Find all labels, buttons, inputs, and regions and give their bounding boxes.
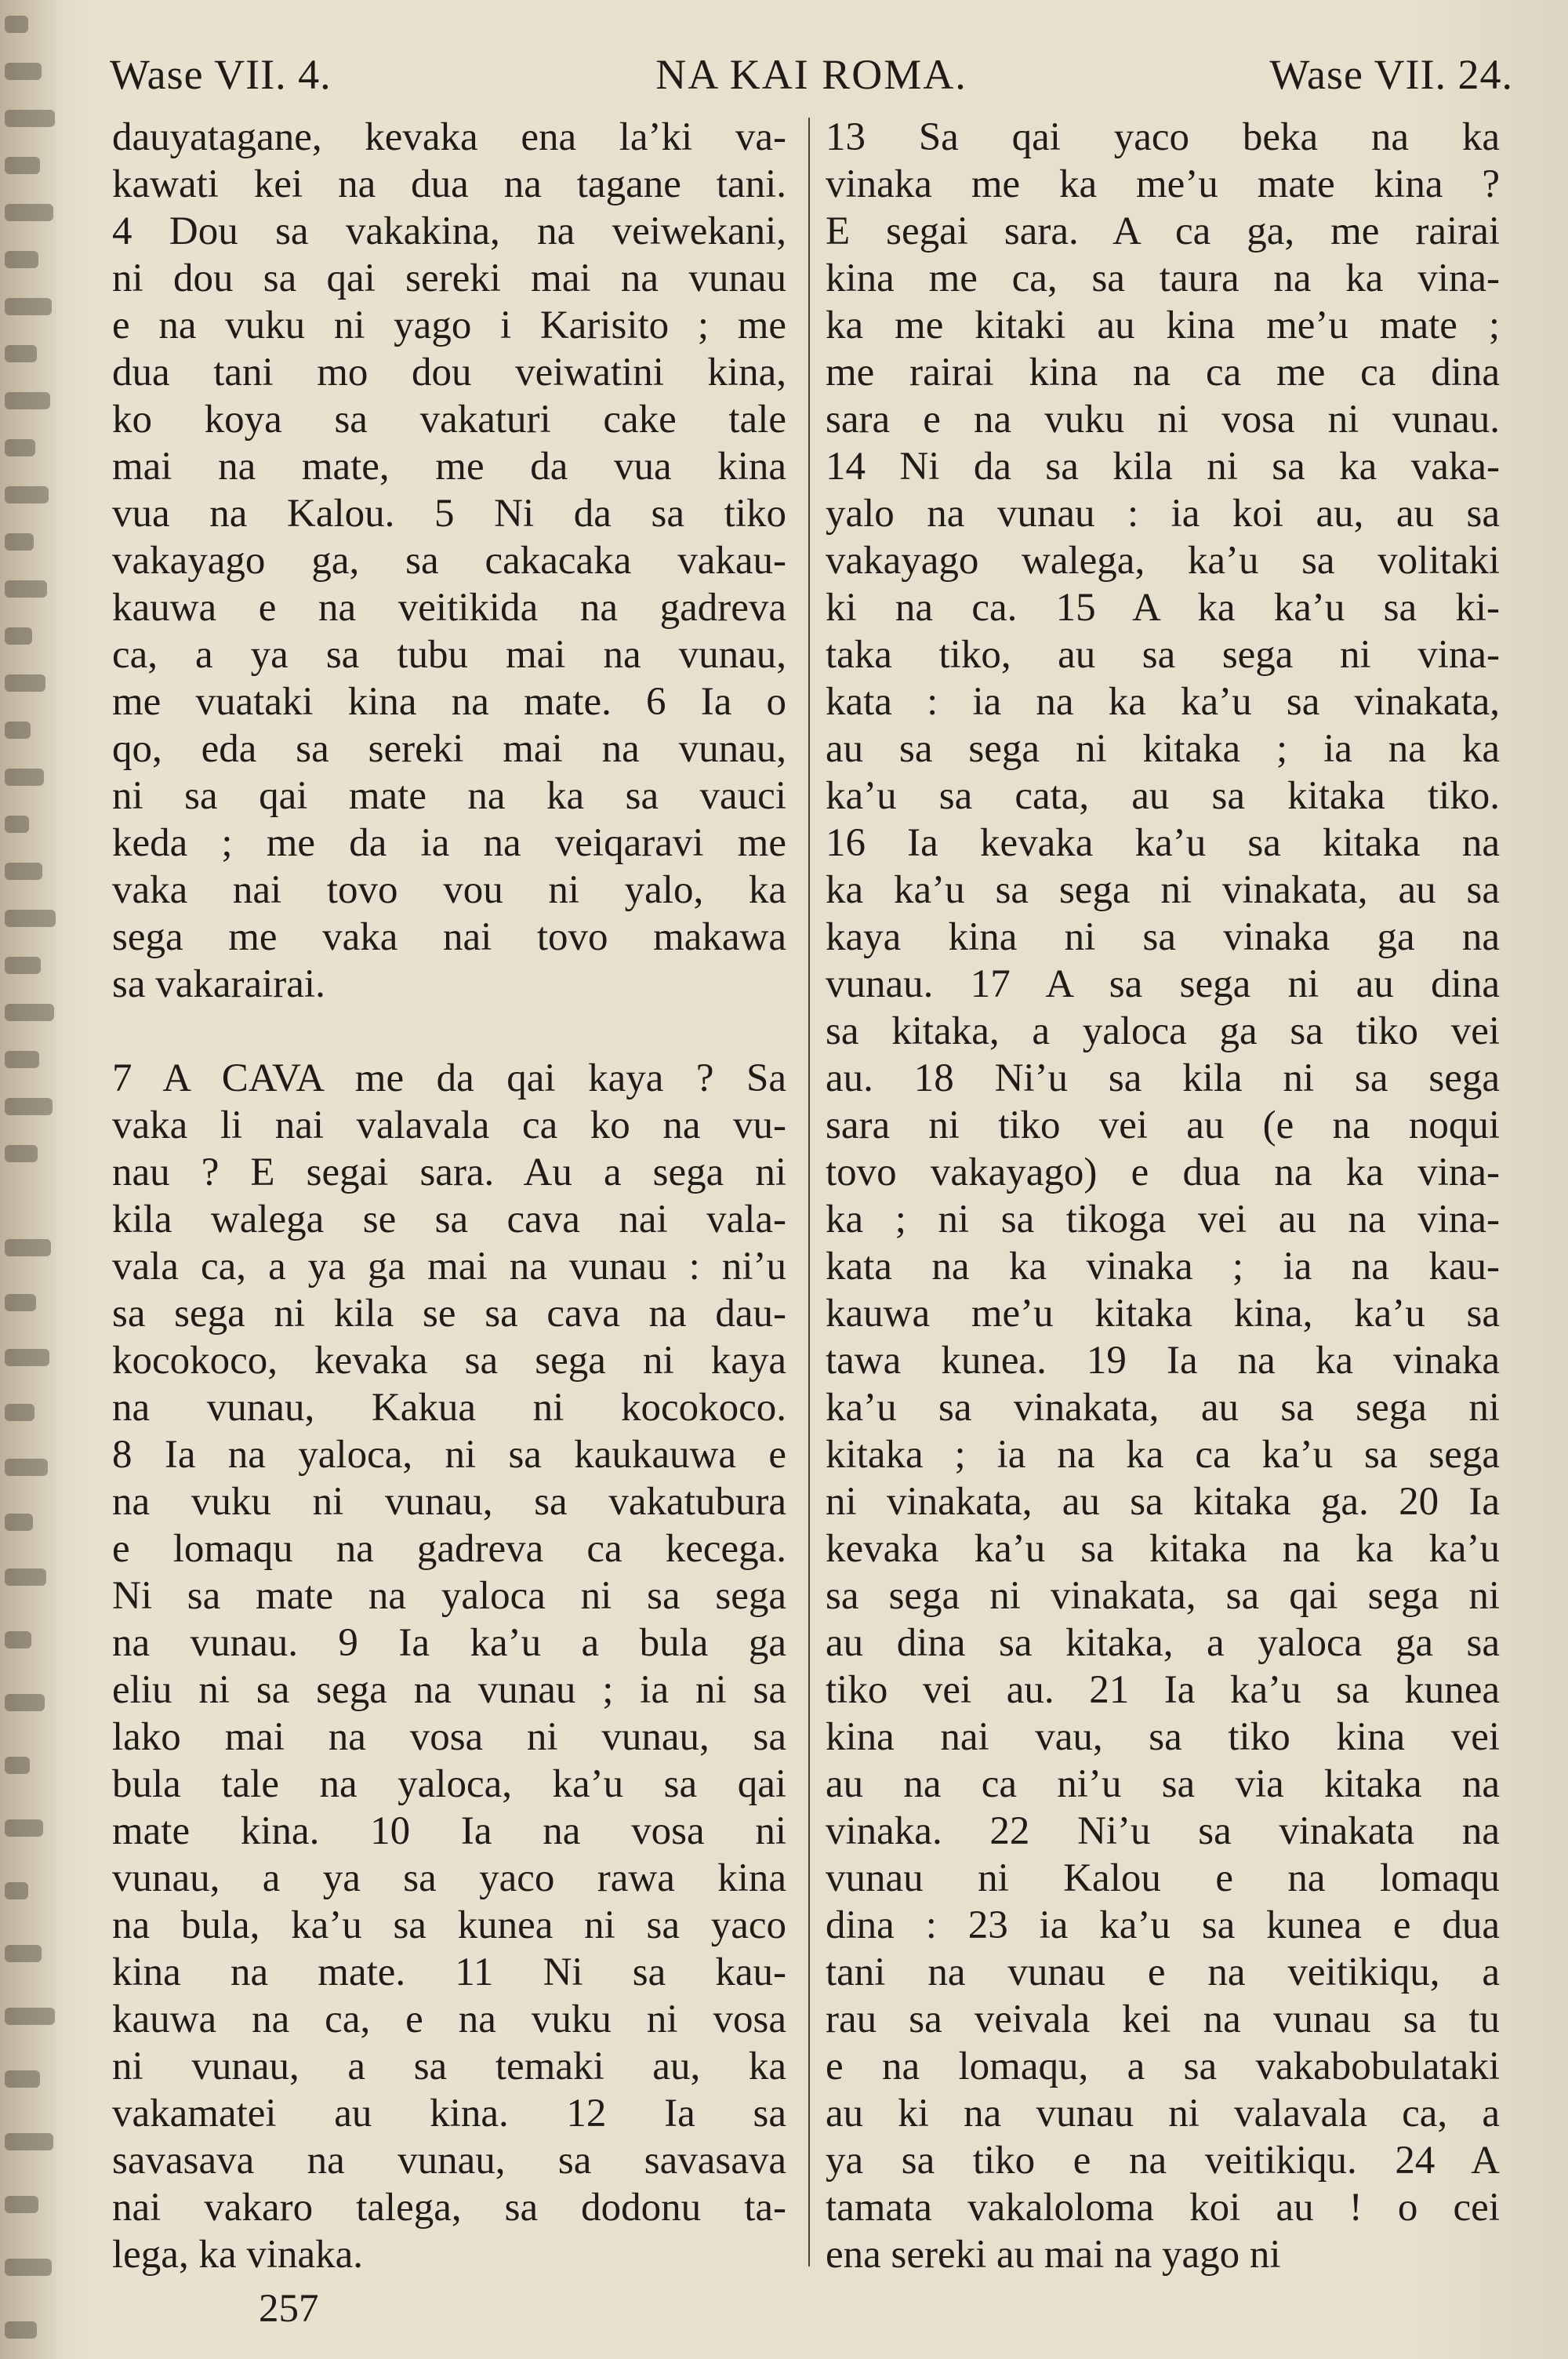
text-line: yalo na vunau : ia koi au, au sa: [826, 492, 1500, 536]
text-line: kawati kei na dua na tagane tani.: [112, 162, 786, 206]
text-line: ka’u sa cata, au sa kitaka tiko.: [826, 774, 1500, 818]
text-line: ni dou sa qai sereki mai na vunau: [112, 256, 786, 300]
bleed-text-fragment: [5, 1568, 46, 1586]
bleed-text-fragment: [5, 486, 49, 503]
text-line: dua tani mo dou veiwatini kina,: [112, 351, 786, 394]
bleed-text-fragment: [5, 1631, 31, 1648]
bleed-text-fragment: [5, 298, 52, 315]
text-line: vua na Kalou. 5 Ni da sa tiko: [112, 492, 786, 536]
text-line: vunau, a ya sa yaco rawa kina: [112, 1856, 786, 1900]
header-center: NA KAI ROMA.: [655, 51, 967, 98]
bleed-text-fragment: [5, 2321, 37, 2339]
bleed-text-fragment: [5, 863, 42, 880]
text-line: dauyatagane, kevaka ena la’ki va-: [112, 115, 786, 159]
text-line: keda ; me da ia na veiqaravi me: [112, 821, 786, 865]
text-line: lako mai na vosa ni vunau, sa: [112, 1715, 786, 1759]
text-line: vinaka me ka me’u mate kina ?: [826, 162, 1500, 206]
text-line: au sa sega ni kitaka ; ia na ka: [826, 727, 1500, 771]
page-number: 257: [259, 2287, 319, 2331]
running-header: [110, 47, 1513, 102]
text-line: tawa kunea. 19 Ia na ka vinaka: [826, 1339, 1500, 1383]
text-line: e na lomaqu, a sa vakabobulataki: [826, 2045, 1500, 2088]
text-line: Ni sa mate na yaloca ni sa sega: [112, 1574, 786, 1618]
text-line: me vuataki kina na mate. 6 Ia o: [112, 680, 786, 724]
bleed-text-fragment: [5, 2259, 52, 2276]
bleed-text-fragment: [5, 2070, 40, 2088]
text-line: kina me ca, sa taura na ka vina-: [826, 256, 1500, 300]
text-line: sa kitaka, a yaloca ga sa tiko vei: [826, 1009, 1500, 1053]
bleed-text-fragment: [5, 16, 28, 33]
column-divider: [808, 118, 810, 2266]
text-line: mai na mate, me da vua kina: [112, 445, 786, 489]
header-right: Wase VII. 24.: [1269, 51, 1513, 98]
bleed-text-fragment: [5, 1145, 38, 1162]
text-line: kila walega se sa cava nai vala-: [112, 1198, 786, 1241]
text-line: sa vakarairai.: [112, 962, 325, 1006]
text-line: kaya kina ni sa vinaka ga na: [826, 915, 1500, 959]
text-line: vakayago walega, ka’u sa volitaki: [826, 539, 1500, 583]
bleed-text-fragment: [5, 2196, 38, 2213]
bleed-text-fragment: [5, 2133, 53, 2150]
text-line: au na ca ni’u sa via kitaka na: [826, 1762, 1500, 1806]
text-line: eliu ni sa sega na vunau ; ia ni sa: [112, 1668, 786, 1712]
text-line: ko koya sa vakaturi cake tale: [112, 398, 786, 442]
text-line: vakamatei au kina. 12 Ia sa: [112, 2092, 786, 2135]
bleed-text-fragment: [5, 63, 42, 80]
text-line: 13 Sa qai yaco beka na ka: [826, 115, 1500, 159]
bleed-text-fragment: [5, 1945, 42, 1962]
text-line: tamata vakaloloma koi au ! o cei: [826, 2186, 1500, 2230]
text-line: ka me kitaki au kina me’u mate ;: [826, 304, 1500, 347]
text-line: kina na mate. 11 Ni sa kau-: [112, 1950, 786, 1994]
right-column: [826, 114, 1500, 2278]
text-line: taka tiko, au sa sega ni vina-: [826, 633, 1500, 677]
text-line: kevaka ka’u sa kitaka na ka ka’u: [826, 1527, 1500, 1571]
text-line: au. 18 Ni’u sa kila ni sa sega: [826, 1056, 1500, 1100]
paragraph-gap: [112, 1008, 786, 1055]
text-line: sega me vaka nai tovo makawa: [112, 915, 786, 959]
bleed-text-fragment: [5, 157, 40, 174]
bleed-text-fragment: [5, 1004, 54, 1021]
text-line: na vunau. 9 Ia ka’u a bula ga: [112, 1621, 786, 1665]
bleed-text-fragment: [5, 580, 47, 598]
text-line: tiko vei au. 21 Ia ka’u sa kunea: [826, 1668, 1500, 1712]
bleed-text-fragment: [5, 769, 44, 786]
text-line: e lomaqu na gadreva ca kecega.: [112, 1527, 786, 1571]
text-line: lega, ka vinaka.: [112, 2233, 364, 2277]
text-line: na vuku ni vunau, sa vakatubura: [112, 1480, 786, 1524]
text-line: nau ? E segai sara. Au a sega ni: [112, 1150, 786, 1194]
bleed-text-fragment: [5, 674, 45, 692]
left-column: [112, 114, 786, 2278]
bleed-text-fragment: [5, 957, 41, 974]
text-line: kauwa me’u kitaka kina, ka’u sa: [826, 1292, 1500, 1336]
text-line: ki na ca. 15 A ka ka’u sa ki-: [826, 586, 1500, 630]
text-line: ni vinakata, au sa kitaka ga. 20 Ia: [826, 1480, 1500, 1524]
text-line: vaka nai tovo vou ni yalo, ka: [112, 868, 786, 912]
text-line: dina : 23 ia ka’u sa kunea e dua: [826, 1903, 1500, 1947]
text-line: vakayago ga, sa cakacaka vakau-: [112, 539, 786, 583]
text-line: nai vakaro talega, sa dodonu ta-: [112, 2186, 786, 2230]
text-line: tani na vunau e na veitikiqu, a: [826, 1950, 1500, 1994]
bleed-text-fragment: [5, 2008, 55, 2025]
text-line: vinaka. 22 Ni’u sa vinakata na: [826, 1809, 1500, 1853]
text-line: kauwa e na veitikida na gadreva: [112, 586, 786, 630]
bleed-text-fragment: [5, 1514, 33, 1531]
bleed-text-fragment: [5, 627, 32, 645]
text-line: 16 Ia kevaka ka’u sa kitaka na: [826, 821, 1500, 865]
text-line: vaka li nai valavala ca ko na vu-: [112, 1103, 786, 1147]
text-line: ca, a ya sa tubu mai na vunau,: [112, 633, 786, 677]
text-line: bula tale na yaloca, ka’u sa qai: [112, 1762, 786, 1806]
text-line: na vunau, Kakua ni kocokoco.: [112, 1386, 786, 1430]
text-line: 8 Ia na yaloca, ni sa kaukauwa e: [112, 1433, 786, 1477]
bleed-text-fragment: [5, 345, 37, 362]
text-line: au ki na vunau ni valavala ca, a: [826, 2092, 1500, 2135]
bleed-text-fragment: [5, 1239, 51, 1256]
bleed-text-fragment: [5, 1694, 45, 1711]
bleed-text-fragment: [5, 1349, 49, 1366]
text-line: kitaka ; ia na ka ca ka’u sa sega: [826, 1433, 1500, 1477]
text-line: me rairai kina na ca me ca dina: [826, 351, 1500, 394]
bleed-text-fragment: [5, 1819, 43, 1837]
bleed-text-fragment: [5, 251, 38, 268]
bleed-text-fragment: [5, 1051, 39, 1068]
text-line: ya sa tiko e na veitikiqu. 24 A: [826, 2139, 1500, 2183]
bleed-text-fragment: [5, 392, 50, 409]
text-line: savasava na vunau, sa savasava: [112, 2139, 786, 2183]
text-line: ni sa qai mate na ka sa vauci: [112, 774, 786, 818]
bleed-text-fragment: [5, 533, 34, 551]
text-line: kina nai vau, sa tiko kina vei: [826, 1715, 1500, 1759]
bleed-text-fragment: [5, 1098, 53, 1115]
bleed-text-fragment: [5, 1757, 30, 1774]
text-line: sara ni tiko vei au (e na noqui: [826, 1103, 1500, 1147]
bleed-text-fragment: [5, 722, 31, 739]
text-line: sa sega ni kila se sa cava na dau-: [112, 1292, 786, 1336]
text-line: na bula, ka’u sa kunea ni sa yaco: [112, 1903, 786, 1947]
text-line: E segai sara. A ca ga, me rairai: [826, 209, 1500, 253]
bleed-text-fragment: [5, 204, 53, 221]
text-line: e na vuku ni yago i Karisito ; me: [112, 304, 786, 347]
text-line: 14 Ni da sa kila ni sa ka vaka-: [826, 445, 1500, 489]
text-line: vunau ni Kalou e na lomaqu: [826, 1856, 1500, 1900]
bleed-text-fragment: [5, 1882, 28, 1899]
bleed-text-fragment: [5, 1404, 34, 1421]
bleed-text-fragment: [5, 439, 35, 456]
text-line: rau sa veivala kei na vunau sa tu: [826, 1997, 1500, 2041]
text-line: 4 Dou sa vakakina, na veiwekani,: [112, 209, 786, 253]
text-line: tovo vakayago) e dua na ka vina-: [826, 1150, 1500, 1194]
text-line: kocokoco, kevaka sa sega ni kaya: [112, 1339, 786, 1383]
text-line: qo, eda sa sereki mai na vunau,: [112, 727, 786, 771]
text-line: sa sega ni vinakata, sa qai sega ni: [826, 1574, 1500, 1618]
bleed-text-fragment: [5, 110, 55, 127]
bleed-text-fragment: [5, 816, 29, 833]
text-line: mate kina. 10 Ia na vosa ni: [112, 1809, 786, 1853]
text-line: ka ka’u sa sega ni vinakata, au sa: [826, 868, 1500, 912]
header-left: Wase VII. 4.: [110, 51, 332, 98]
text-line: kata na ka vinaka ; ia na kau-: [826, 1245, 1500, 1289]
bleed-text-fragment: [5, 1459, 48, 1476]
text-line: vunau. 17 A sa sega ni au dina: [826, 962, 1500, 1006]
text-line: sara e na vuku ni vosa ni vunau.: [826, 398, 1500, 442]
text-line: au dina sa kitaka, a yaloca ga sa: [826, 1621, 1500, 1665]
bleed-text-fragment: [5, 910, 56, 927]
text-line: vala ca, a ya ga mai na vunau : ni’u: [112, 1245, 786, 1289]
text-line: ni vunau, a sa temaki au, ka: [112, 2045, 786, 2088]
bleed-text-fragment: [5, 1294, 36, 1311]
text-line: ena sereki au mai na yago ni: [826, 2233, 1281, 2277]
text-line: ka ; ni sa tikoga vei au na vina-: [826, 1198, 1500, 1241]
adjacent-page-edge: [0, 0, 56, 2359]
text-line: kata : ia na ka ka’u sa vinakata,: [826, 680, 1500, 724]
text-line: 7 A CAVA me da qai kaya ? Sa: [112, 1056, 786, 1100]
text-line: kauwa na ca, e na vuku ni vosa: [112, 1997, 786, 2041]
text-line: ka’u sa vinakata, au sa sega ni: [826, 1386, 1500, 1430]
